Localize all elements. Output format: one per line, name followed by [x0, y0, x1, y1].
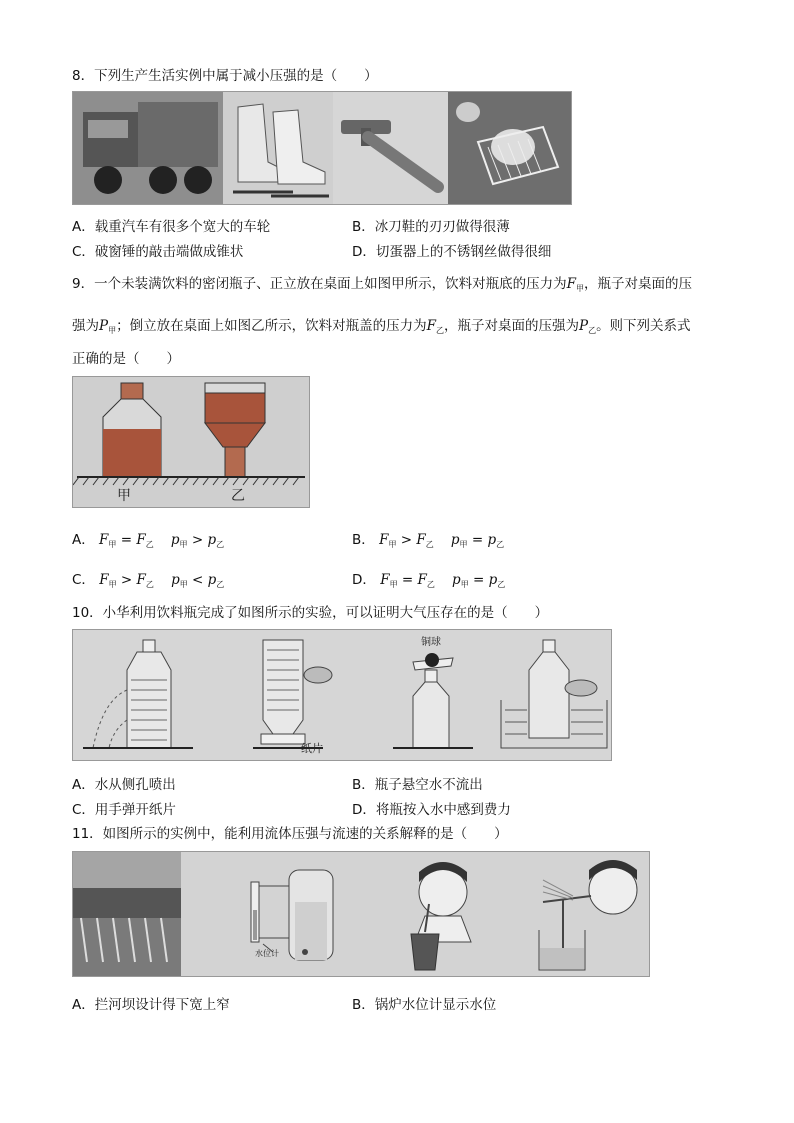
q8-option-a[interactable]: A．载重汽车有很多个宽大的车轮 [72, 219, 271, 235]
q9-line1: 9．一个未装满饮料的密闭瓶子、正立放在桌面上如图甲所示，饮料对瓶底的压力为$F_甲$，瓶子对桌面的压 [72, 276, 692, 293]
skates-photo [223, 92, 333, 204]
q8-option-d[interactable]: D．切蛋器上的不锈钢丝做得很细 [352, 244, 552, 260]
dam-photo [73, 852, 181, 976]
egg-slicer-photo [448, 92, 571, 204]
q9-option-d[interactable]: D． $F_甲 = F_乙$ $p_甲 = p_乙$ [352, 572, 506, 589]
q9-line3: 正确的是（ ） [72, 351, 180, 367]
q9-option-b[interactable]: B． $F_甲 > F_乙$ $p_甲 = p_乙$ [352, 532, 505, 549]
label-yi: 乙 [231, 488, 245, 504]
q10-option-d[interactable]: D．将瓶按入水中感到费力 [352, 802, 511, 818]
q8-figure [72, 91, 572, 205]
q8-stem: 8．下列生产生活实例中属于减小压强的是（ ） [72, 68, 378, 84]
q9-option-a[interactable]: A． $F_甲 = F_乙$ $p_甲 > p_乙$ [72, 532, 225, 549]
truck-photo [73, 92, 223, 204]
q9-option-c[interactable]: C． $F_甲 > F_乙$ $p_甲 < p_乙$ [72, 572, 225, 589]
q11-option-b[interactable]: B．锅炉水位计显示水位 [352, 997, 497, 1013]
q8-option-c[interactable]: C．破窗锤的敲击端做成锥状 [72, 244, 244, 260]
q10-figure [72, 629, 612, 761]
hammer-photo [333, 92, 448, 204]
q11-figure [72, 851, 650, 977]
label-ball: 铜球 [421, 637, 441, 648]
q9-line2: 强为$P_甲$；倒立放在桌面上如图乙所示，饮料对瓶盖的压力为$F_乙$，瓶子对桌面的压强为$P_乙$。则下列关系式 [72, 318, 691, 335]
q9-figure [72, 376, 310, 508]
q8-option-b[interactable]: B．冰刀鞋的刃刃做得很薄 [352, 219, 510, 235]
label-gauge: 水位计 [255, 949, 279, 958]
q10-stem: 10．小华利用饮料瓶完成了如图所示的实验，可以证明大气压存在的是（ ） [72, 605, 549, 621]
label-paper: 纸片 [301, 742, 323, 755]
q11-option-a[interactable]: A．拦河坝设计得下宽上窄 [72, 997, 230, 1013]
q10-option-a[interactable]: A．水从侧孔喷出 [72, 777, 176, 793]
q10-option-b[interactable]: B．瓶子悬空水不流出 [352, 777, 483, 793]
q11-stem: 11．如图所示的实例中，能利用流体压强与流速的关系解释的是（ ） [72, 826, 508, 842]
q10-option-c[interactable]: C．用手弹开纸片 [72, 802, 176, 818]
label-jia: 甲 [117, 488, 131, 504]
